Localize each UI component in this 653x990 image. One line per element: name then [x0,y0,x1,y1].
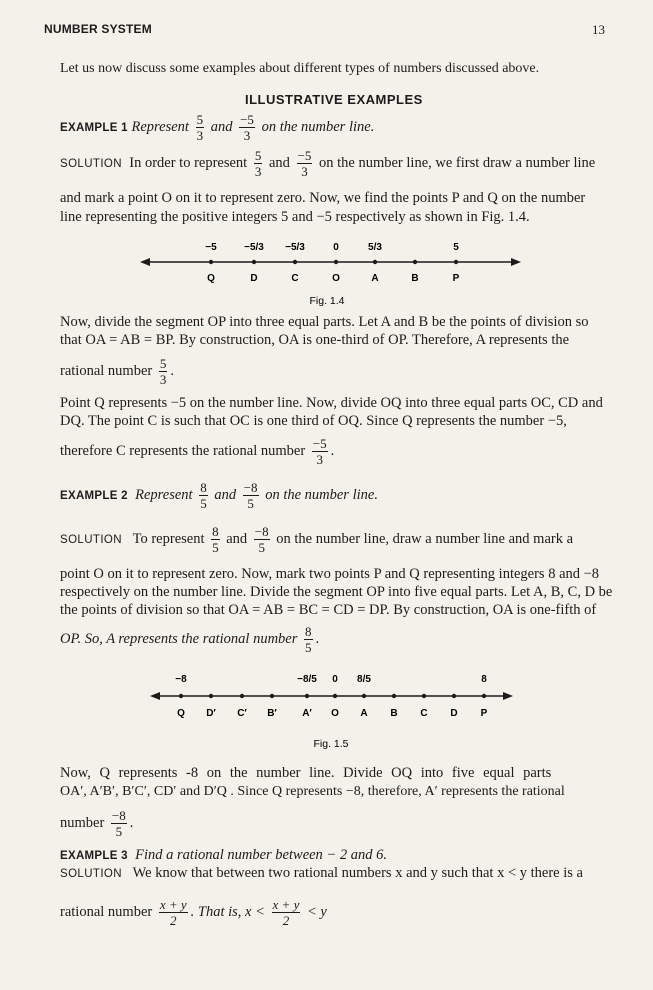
point-label: Q [177,708,185,719]
fraction: $\frac{5}{3}$ [196,112,204,143]
example2-solution-line5: OP. So, A represents the rational number $\frac{8}{5}$ . [60,624,320,655]
example2-solution-line2: point O on it to represent zero. Now, mark two points P and Q representing integers 8 and −8 [60,566,600,582]
para3-line3: number $\frac{-8}{5}$ . [60,808,134,839]
point-label: B [390,708,398,719]
fraction: $\frac{-8}{5}$ [243,480,258,511]
point-label: A′ [302,708,312,719]
section-heading: ILLUSTRATIVE EXAMPLES [245,92,423,107]
figure-caption: Fig. 1.4 [309,295,345,307]
para2-line3: therefore C represents the rational number $\frac{-5}{3}$ . [60,436,335,467]
fraction: $\frac{5}{3}$ [254,148,262,179]
tick-label: −8/5 [297,674,317,685]
solution-label: SOLUTION [60,868,122,880]
fraction: $\frac{8}{5}$ [212,524,219,555]
tick-label: 0 [332,674,338,685]
page-number: 13 [592,22,605,37]
arrow-left-icon [140,258,150,266]
point-label: D [450,708,458,719]
point-label: C′ [237,708,247,719]
arrow-right-icon [511,258,521,266]
point-label: Q [207,273,215,284]
point-label: B [411,273,419,284]
para1-line2: that OA = AB = BP. By construction, OA is one-third of OP. Therefore, A represents the [60,332,570,348]
example2-solution-line1: SOLUTION To represent $\frac{8}{5}$ and $\frac{-8}{5}$ on the number line, draw a number line and mark a [60,524,574,555]
example-label: EXAMPLE 3 [60,850,128,862]
arrow-right-icon [503,692,513,700]
para2-line2: DQ. The point C is such that OC is one third of OQ. Since Q represents the number −5, [60,413,567,429]
para1-line1: Now, divide the segment OP into three equal parts. Let A and B be the points of division so [60,314,589,330]
point-label: P [452,273,460,284]
figure-1-4-number-line [0,236,653,308]
point-label: O [331,708,339,719]
fraction: $\frac{-5}{3}$ [312,436,327,467]
para3-line1: Now, Q represents -8 on the number line. Divide OQ into five equal parts [60,765,552,781]
tick-label: −5/3 [244,242,264,253]
fraction: $\frac{-5}{3}$ [240,112,254,143]
para1-line3: rational number $\frac{5}{3}$ . [60,356,174,387]
arrow-left-icon [150,692,160,700]
para3-line2: OA′, A′B′, B′C′, CD′ and D′Q . Since Q represents −8, therefore, A′ represents the rational [60,784,565,799]
fraction: $\frac{8}{5}$ [305,624,312,655]
tick-label: −5 [205,242,217,253]
point-label: D′ [206,708,216,719]
example3-solution-line1: SOLUTION We know that between two rational numbers x and y such that x < y there is a [60,865,583,881]
point-label: A [360,708,368,719]
point-label: A [371,273,379,284]
point-label: C [291,273,299,284]
example3-solution-line2: rational number $\frac{x + y}{2}$ . That is, x < $\frac{x + y}{2}$ < y [60,897,327,928]
example-label: EXAMPLE 2 [60,489,128,502]
example1-question: EXAMPLE 1 Represent $\frac{5}{3}$ and $\frac{-5}{3}$ on the number line. [60,112,375,143]
running-header: NUMBER SYSTEM [44,22,152,36]
tick-label: 8 [481,674,487,685]
tick-label: 0 [333,242,339,253]
solution-label: SOLUTION [60,533,122,546]
tick-label: −8 [175,674,187,685]
point-label: D [250,273,258,284]
figure-1-5-number-line [0,668,653,750]
figure-caption: Fig. 1.5 [313,738,349,750]
intro-text: Let us now discuss some examples about different types of numbers discussed above. [60,61,540,76]
fraction: $\frac{x + y}{2}$ [159,897,187,928]
example1-solution-line1: SOLUTION In order to represent $\frac{5}{3}$ and $\frac{-5}{3}$ on the number line, we first draw a number line [60,148,596,179]
example2-question: EXAMPLE 2 Represent $\frac{8}{5}$ and $\frac{-8}{5}$ on the number line. [60,480,378,511]
example1-solution-line2: and mark a point O on it to represent zero. Now, we find the points P and Q on the number [60,190,586,206]
point-label: B′ [267,708,277,719]
example2-solution-line3: respectively on the number line. Divide the segment OP into five equal parts. Let A, B, C, D be [60,584,613,600]
example3-question: EXAMPLE 3 Find a rational number between − 2 and 6. [60,847,387,863]
point-label: P [480,708,488,719]
fraction: $\frac{x + y}{2}$ [272,897,300,928]
tick-label: 5/3 [368,242,382,253]
example1-solution-line3: line representing the positive integers 5 and −5 respectively as shown in Fig. 1.4. [60,209,530,225]
point-label: O [332,273,340,284]
solution-label: SOLUTION [60,157,122,170]
tick-label: 5 [453,242,459,253]
para2-line1: Point Q represents −5 on the number line. Now, divide OQ into three equal parts OC, CD and [60,395,603,411]
fraction: $\frac{-8}{5}$ [111,808,126,839]
fraction: $\frac{8}{5}$ [200,480,207,511]
tick-label: 8/5 [357,674,371,685]
fraction: $\frac{5}{3}$ [159,356,167,387]
example2-solution-line4: the points of division so that OA = AB = BC = CD = DP. By construction, OA is one-fifth of [60,602,597,618]
example-label: EXAMPLE 1 [60,121,128,134]
tick-label: −5/3 [285,242,305,253]
fraction: $\frac{-8}{5}$ [254,524,269,555]
fraction: $\frac{-5}{3}$ [297,148,312,179]
point-label: C [420,708,428,719]
